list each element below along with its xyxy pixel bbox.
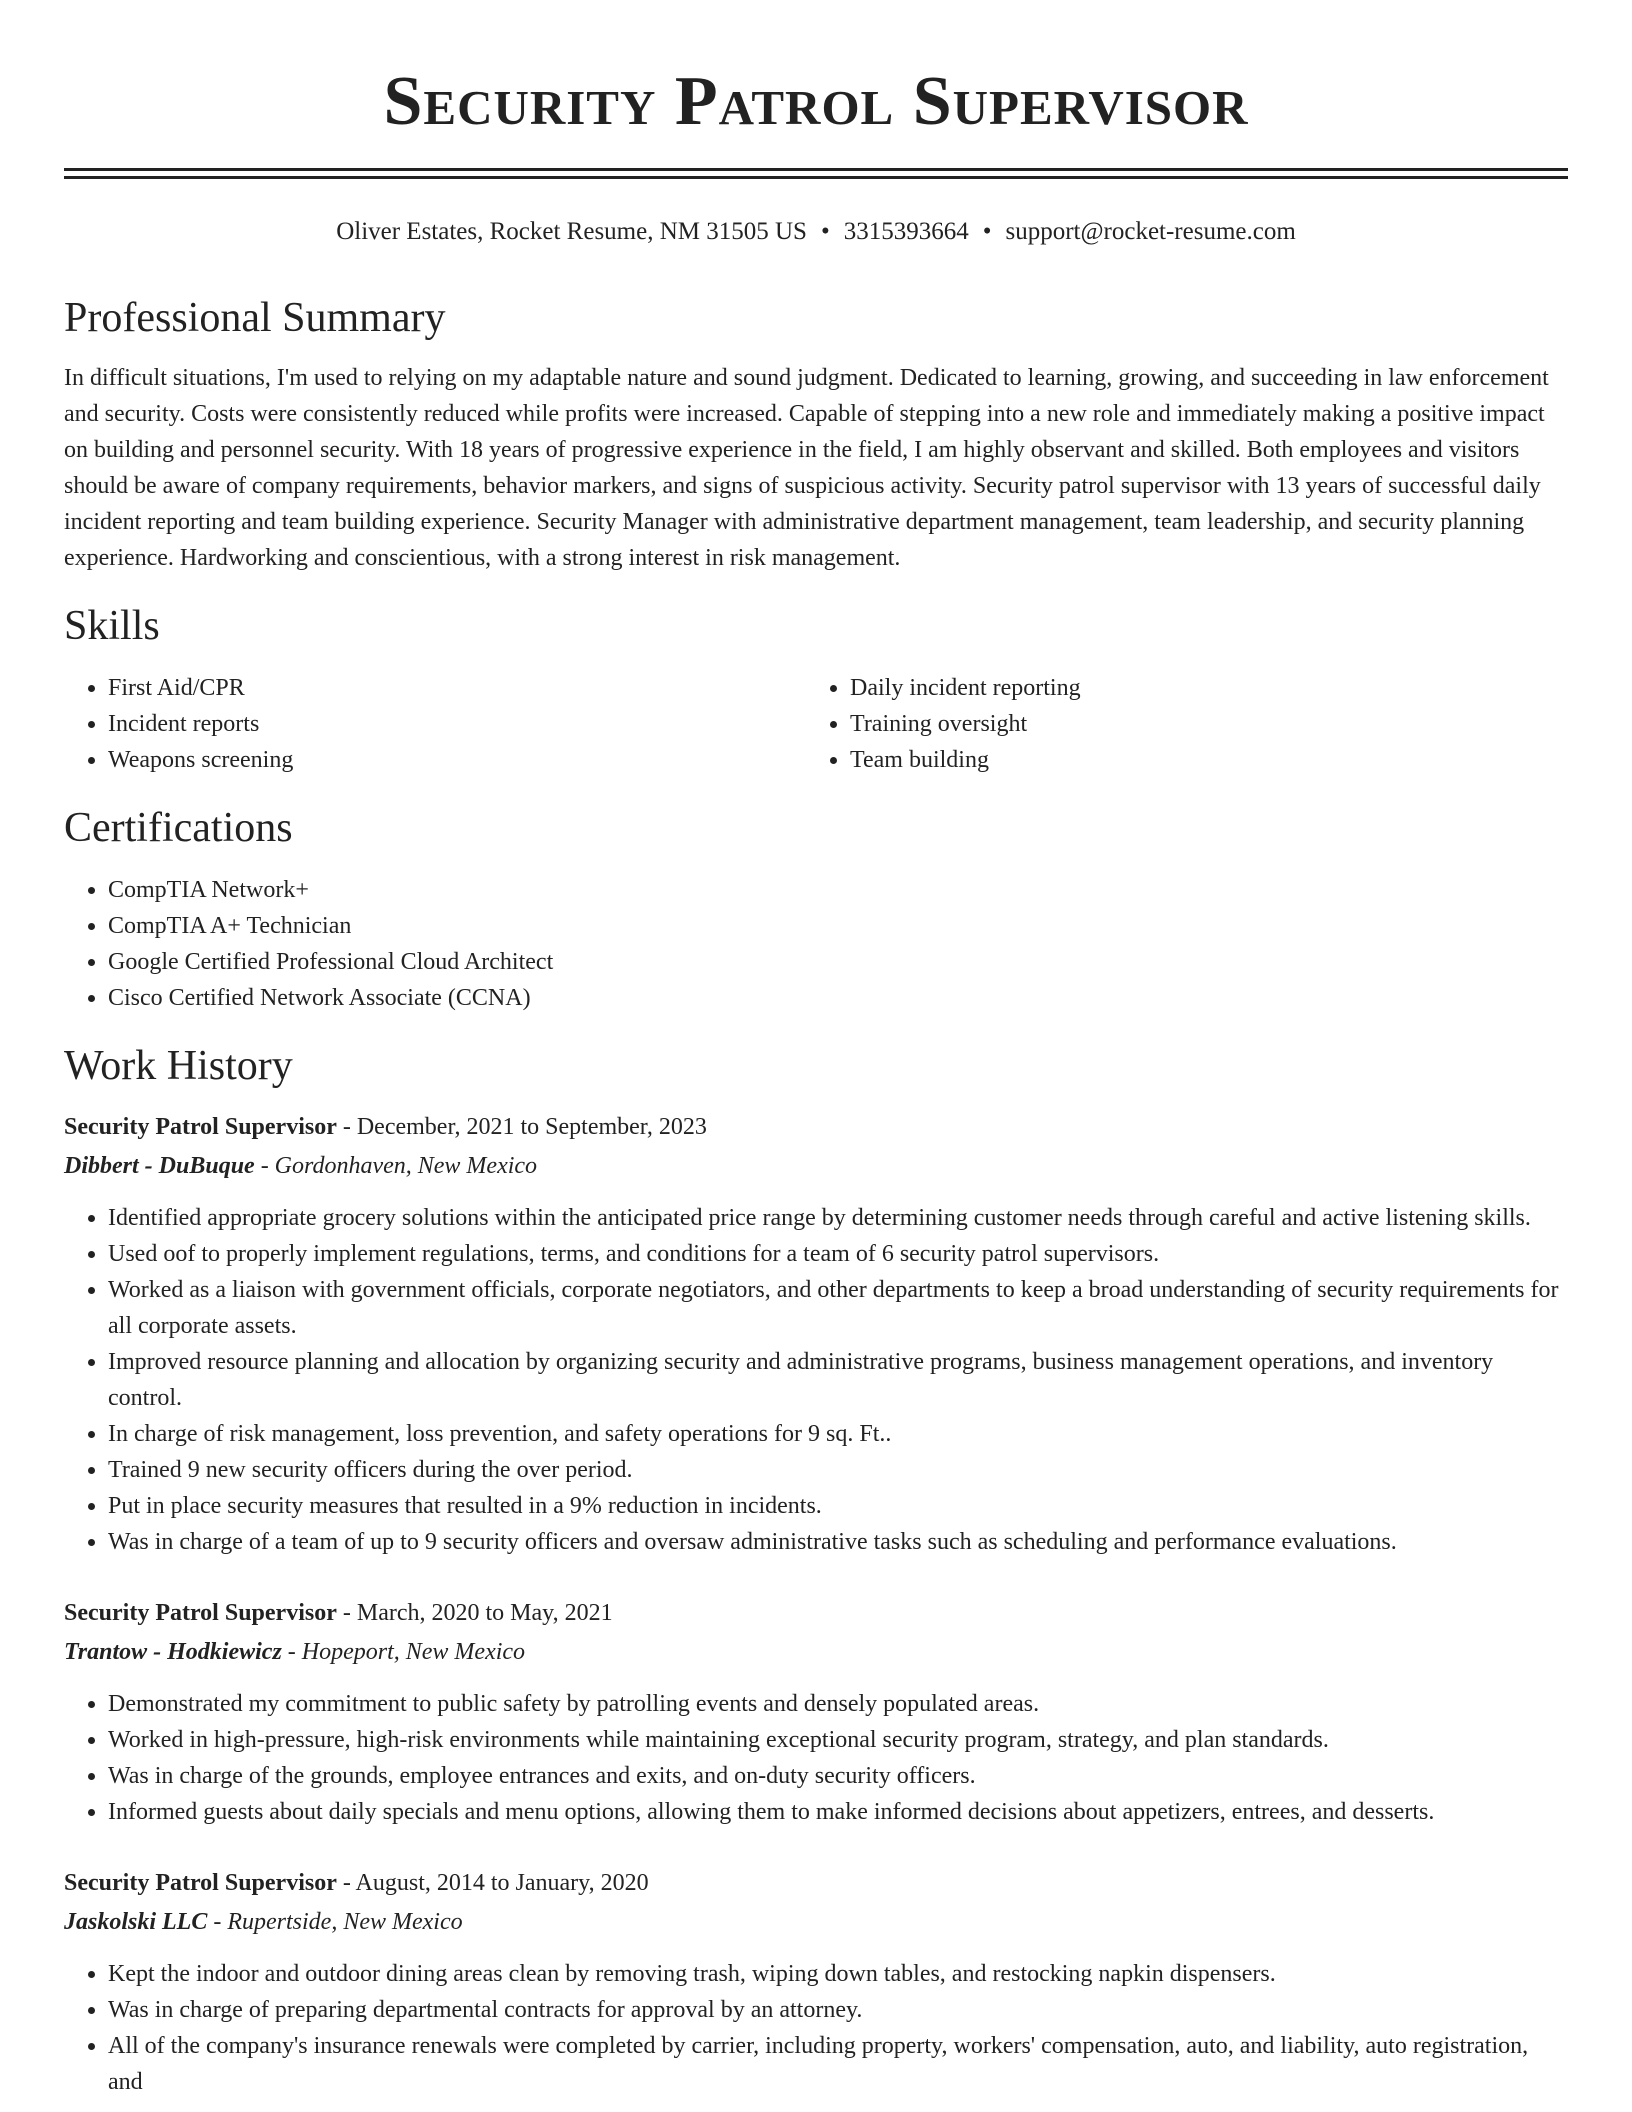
job-bullet: • Improved resource planning and allocation by organizing security and administrative programs, business management operations, and inventory control. [108,1344,1568,1416]
job-location: - Gordonhaven, New Mexico [254,1153,538,1179]
certification-item: • CompTIA A+ Technician [108,908,1568,944]
certifications-list [64,872,1568,1016]
job-bullet: • In charge of risk management, loss prevention, and safety operations for 9 sq. Ft.. [108,1416,1568,1452]
job-company: Dibbert - DuBuque [64,1153,255,1179]
job-bullet: • Was in charge of a team of up to 9 security officers and oversaw administrative tasks such as scheduling and performance evaluations. [108,1524,1568,1560]
job-bullet: • Worked in high-pressure, high-risk environments while maintaining exceptional security program, strategy, and plan standards. [108,1722,1568,1758]
certification-item: • Cisco Certified Network Associate (CCNA) [108,980,1568,1016]
contact-separator: • [982,218,992,245]
job-bullets [64,1200,1568,1560]
skill-item: • Training oversight [850,706,1548,742]
skills-list [64,670,1568,778]
job-company-line [64,1632,1568,1672]
job-bullet: • Kept the indoor and outdoor dining areas clean by removing trash, wiping down tables, and restocking napkin dispensers. [108,1956,1568,1992]
certifications-heading: Certifications [64,805,293,851]
summary-heading: Professional Summary [64,295,446,341]
job-dates: - March, 2020 to May, 2021 [336,1600,613,1626]
job-company-line [64,1146,1568,1186]
job-bullet: • Was in charge of the grounds, employee entrances and exits, and on-duty security officers. [108,1758,1568,1794]
job-dates: - December, 2021 to September, 2023 [336,1114,707,1140]
contact-email[interactable]: support@rocket-resume.com [1005,218,1296,245]
job-entry [64,1594,1568,1830]
job-bullets [64,1956,1568,2100]
certification-item: • CompTIA Network+ [108,872,1568,908]
job-bullet: • Identified appropriate grocery solutions within the anticipated price range by determining customer needs through careful and active listening skills. [108,1200,1568,1236]
header-divider [64,168,1568,179]
job-bullet: • Put in place security measures that resulted in a 9% reduction in incidents. [108,1488,1568,1524]
job-title: Security Patrol Supervisor [64,1114,337,1140]
skills-column-left [64,670,806,778]
job-bullet: • Informed guests about daily specials and menu options, allowing them to make informed decisions about appetizers, entrees, and desserts. [108,1794,1568,1830]
job-bullets [64,1686,1568,1830]
job-bullet: • Worked as a liaison with government officials, corporate negotiators, and other departments to keep a broad understanding of security requirements for all corporate assets. [108,1272,1568,1344]
work-history-heading: Work History [64,1043,293,1089]
resume-name: Security Patrol Supervisor [383,63,1249,140]
skill-item: • Team building [850,742,1548,778]
skill-item: • Daily incident reporting [850,670,1548,706]
job-entry [64,1108,1568,1560]
skills-column-right [806,670,1548,778]
job-title: Security Patrol Supervisor [64,1600,337,1626]
skill-item: • Incident reports [108,706,806,742]
job-company: Jaskolski LLC [64,1909,208,1935]
job-title-line [64,1108,1568,1146]
job-bullet: • Demonstrated my commitment to public safety by patrolling events and densely populated areas. [108,1686,1568,1722]
contact-line [64,212,1568,252]
job-bullet: • Was in charge of preparing departmental contracts for approval by an attorney. [108,1992,1568,2028]
contact-phone: 3315393664 [843,218,969,245]
contact-address: Oliver Estates, Rocket Resume, NM 31505 US [336,218,807,245]
job-dates: - August, 2014 to January, 2020 [336,1870,649,1896]
skill-item: • Weapons screening [108,742,806,778]
job-location: - Rupertside, New Mexico [207,1909,463,1935]
job-title-line [64,1594,1568,1632]
job-entry [64,1864,1568,2100]
skill-item: • First Aid/CPR [108,670,806,706]
summary-text: In difficult situations, I'm used to relying on my adaptable nature and sound judgment. Dedicated to learning, growing, and succeeding in law enforcement and security. Costs were consistently reduced while profits were increased. Capable of stepping into a new role and immediately making a positive impact on building and personnel security. With 18 years of progressive experience in the field, I am highly observant and skilled. Both employees and visitors should be aware of company requirements, behavior markers, and signs of suspicious activity. Security patrol supervisor with 13 years of successful daily incident reporting and team building experience. Security Manager with administrative department management, team leadership, and security planning experience. Hardworking and conscientious, with a strong interest in risk management. [64,365,1549,571]
job-title-line [64,1864,1568,1902]
job-bullet: • Used oof to properly implement regulations, terms, and conditions for a team of 6 security patrol supervisors. [108,1236,1568,1272]
job-bullet: • Trained 9 new security officers during the over period. [108,1452,1568,1488]
job-company: Trantow - Hodkiewicz [64,1639,282,1665]
contact-separator: • [820,218,830,245]
skills-heading: Skills [64,603,160,649]
job-bullet: • All of the company's insurance renewals were completed by carrier, including property, workers' compensation, auto, and liability, auto registration, and [108,2028,1568,2100]
job-location: - Hopeport, New Mexico [281,1639,526,1665]
job-title: Security Patrol Supervisor [64,1870,337,1896]
job-company-line [64,1902,1568,1942]
certification-item: • Google Certified Professional Cloud Architect [108,944,1568,980]
